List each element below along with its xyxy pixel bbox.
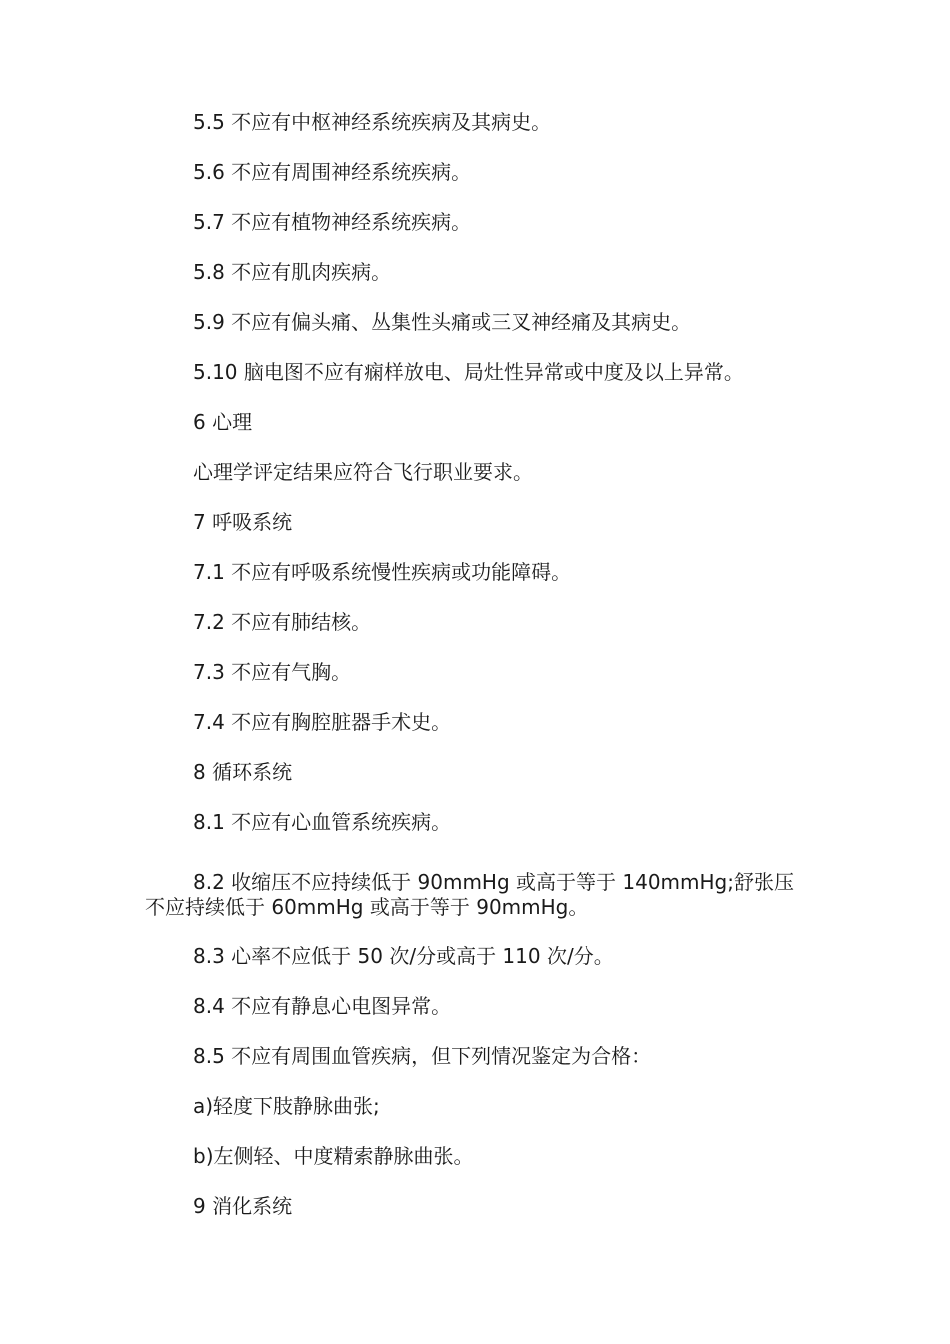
paragraph-5-8: 5.8 不应有肌肉疾病。 [193, 260, 392, 284]
paragraph-8-4: 8.4 不应有静息心电图异常。 [193, 994, 452, 1018]
paragraph-8-1: 8.1 不应有心血管系统疾病。 [193, 810, 452, 834]
paragraph-5-7: 5.7 不应有植物神经系统疾病。 [193, 210, 472, 234]
paragraph-6-body: 心理学评定结果应符合飞行职业要求。 [193, 460, 533, 484]
paragraph-5-6: 5.6 不应有周围神经系统疾病。 [193, 160, 472, 184]
paragraph-5-9: 5.9 不应有偏头痛、丛集性头痛或三叉神经痛及其病史。 [193, 310, 692, 334]
section-heading-9: 9 消化系统 [193, 1194, 293, 1218]
paragraph-8-3: 8.3 心率不应低于 50 次/分或高于 110 次/分。 [193, 944, 614, 968]
paragraph-7-3: 7.3 不应有气胸。 [193, 660, 352, 684]
list-item-a: a)轻度下肢静脉曲张; [193, 1094, 380, 1118]
section-heading-8: 8 循环系统 [193, 760, 293, 784]
paragraph-7-4: 7.4 不应有胸腔脏器手术史。 [193, 710, 452, 734]
paragraph-5-5: 5.5 不应有中枢神经系统疾病及其病史。 [193, 110, 552, 134]
paragraph-5-10: 5.10 脑电图不应有痫样放电、局灶性异常或中度及以上异常。 [193, 360, 744, 384]
paragraph-8-5: 8.5 不应有周围血管疾病，但下列情况鉴定为合格： [193, 1044, 652, 1068]
paragraph-7-1: 7.1 不应有呼吸系统慢性疾病或功能障碍。 [193, 560, 572, 584]
paragraph-7-2: 7.2 不应有肺结核。 [193, 610, 372, 634]
section-heading-7: 7 呼吸系统 [193, 510, 293, 534]
list-item-b: b)左侧轻、中度精索静脉曲张。 [193, 1144, 474, 1168]
paragraph-8-2: 8.2 收缩压不应持续低于 90mmHg 或高于等于 140mmHg;舒张压不应持续低于 60mmHg 或高于等于 90mmHg。 [145, 870, 794, 919]
section-heading-6: 6 心理 [193, 410, 253, 434]
